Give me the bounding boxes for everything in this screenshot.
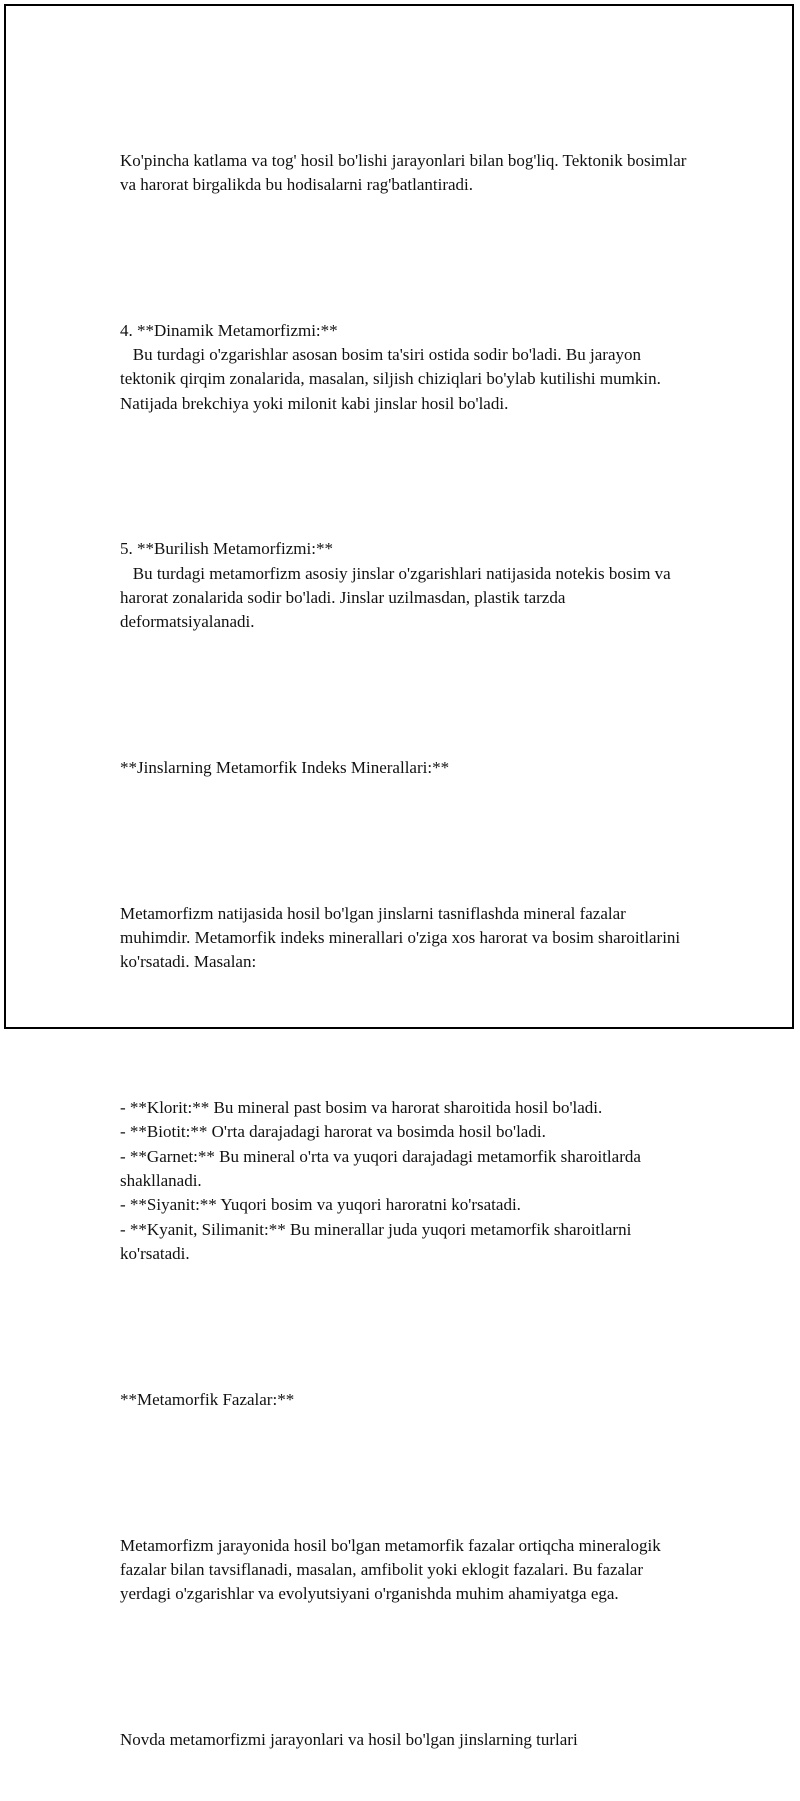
document-body bbox=[120, 100, 690, 1801]
paragraph-gap bbox=[120, 246, 690, 270]
paragraph-gap bbox=[120, 1461, 690, 1485]
paragraph-gap bbox=[120, 683, 690, 707]
mineral-list: - **Klorit:** Bu mineral past bosim va harorat sharoitida hosil bo'ladi. - **Biotit:** O'rta darajadagi harorat va bosimda hosil bo'ladi. - **Garnet:** Bu mineral o'rta va yuqori darajadagi metamorfik sharoitlarda shakllanadi. - **Siyanit:** Yuqori bosim va yuqori haroratni ko'rsatadi. - **Kyanit, Silimanit:** Bu minerallar juda yuqori metamorfik sharoitlarni ko'rsatadi. bbox=[120, 1098, 641, 1263]
paragraph-gap bbox=[120, 1023, 690, 1047]
paragraph-gap bbox=[120, 1315, 690, 1339]
heading-index-minerals: **Jinslarning Metamorfik Indeks Minerallari:** bbox=[120, 758, 450, 778]
paragraph-tectonic-intro: Ko'pincha katlama va tog' hosil bo'lishi jarayonlari bilan bog'liq. Tektonik bosimlar va harorat birgalikda bu hodisalarni rag'batlantiradi. bbox=[120, 150, 691, 194]
paragraph-gap bbox=[120, 1655, 690, 1679]
heading-metamorphic-facies: **Metamorfik Fazalar:** bbox=[120, 1389, 295, 1409]
paragraph-metamorphic-facies: Metamorfizm jarayonida hosil bo'lgan metamorfik fazalar ortiqcha mineralogik fazalar bilan tavsiflanadi, masalan, amfibolit yoki eklogit fazalari. Bu fazalar yerdagi o'zgarishlar va evolyutsiyani o'rganishda muhim ahamiyatga ega. bbox=[120, 1535, 665, 1604]
document-page bbox=[4, 4, 794, 1749]
paragraph-closing: Novda metamorfizmi jarayonlari va hosil bo'lgan jinslarning turlari bbox=[120, 1729, 578, 1749]
section-dynamic-metamorphism: 4. **Dinamik Metamorfizmi:** Bu turdagi o'zgarishlar asosan bosim ta'siri ostida sodir bo'ladi. Bu jarayon tektonik qirqim zonalarida, masalan, siljish chiziqlari bo'ylab kutilishi mumkin. Natijada brekchiya yoki milonit kabi jinslar hosil bo'ladi. bbox=[120, 320, 661, 413]
paragraph-gap bbox=[120, 464, 690, 488]
section-burial-metamorphism: 5. **Burilish Metamorfizmi:** Bu turdagi metamorfizm asosiy jinslar o'zgarishlari natijasida notekis bosim va harorat zonalarida sodir bo'ladi. Jinslar uzilmasdan, plastik tarzda deformatsiyalanadi. bbox=[120, 539, 671, 632]
paragraph-index-minerals: Metamorfizm natijasida hosil bo'lgan jinslarni tasniflashda mineral fazalar muhimdir. Metamorfik indeks minerallari o'ziga xos harorat va bosim sharoitlarini ko'rsatadi. Masalan: bbox=[120, 903, 685, 972]
paragraph-gap bbox=[120, 829, 690, 853]
